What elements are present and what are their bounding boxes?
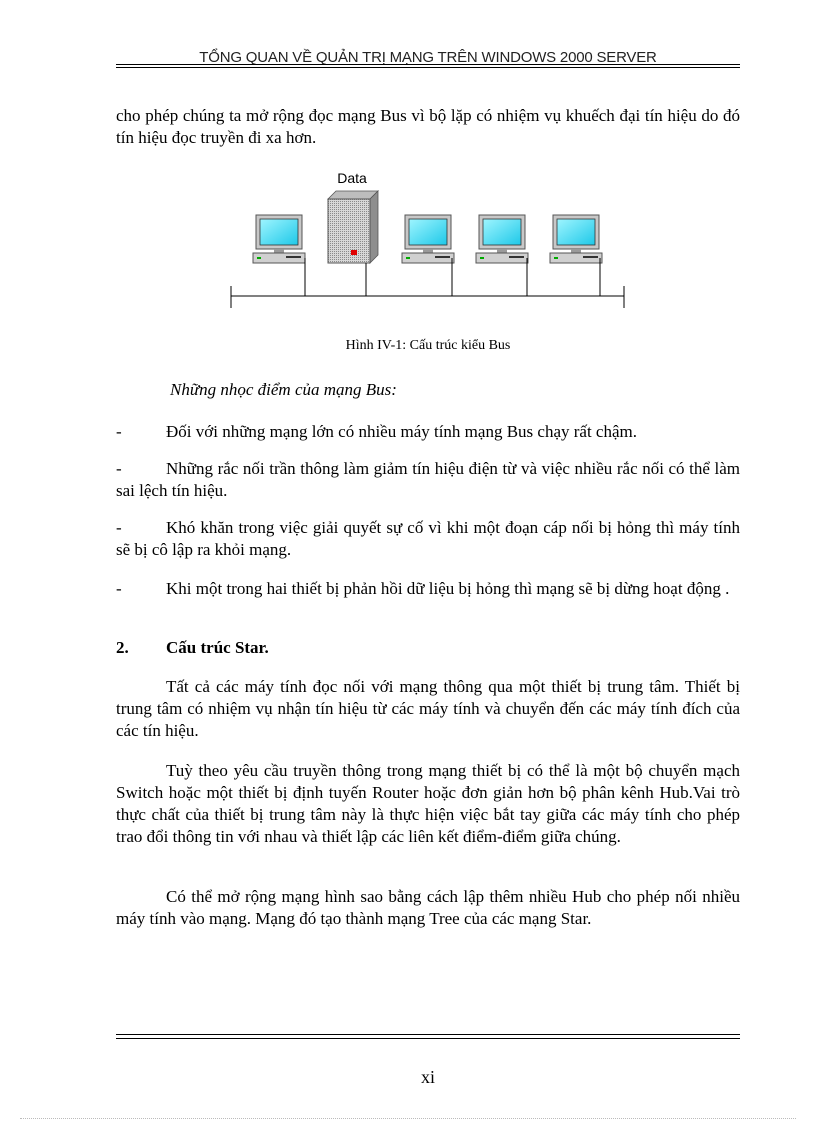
computer-2 bbox=[402, 215, 454, 263]
bus-topology-figure bbox=[0, 165, 816, 315]
server-label: Data bbox=[337, 170, 367, 186]
computer-1 bbox=[253, 215, 305, 263]
figure-caption: Hình IV-1: Cấu trúc kiểu Bus bbox=[345, 338, 511, 353]
bullet-dash: - bbox=[116, 459, 122, 478]
bullet-text: Những rắc nối trần thông làm giảm tín hiệu điện từ và việc nhiều rắc nối có thể làm sai lệch tín hiệu. bbox=[116, 459, 740, 500]
disadvantage-item-2 bbox=[116, 458, 740, 502]
page-number: xi bbox=[420, 1067, 435, 1087]
bus-cable bbox=[231, 286, 624, 308]
computer-3 bbox=[476, 215, 528, 263]
bullet-dash: - bbox=[116, 518, 122, 537]
page-edge bbox=[20, 1118, 796, 1119]
disadvantage-item-3 bbox=[116, 517, 740, 561]
bullet-dash: - bbox=[116, 579, 122, 598]
footer-rule-thin bbox=[116, 1038, 740, 1039]
bullet-text: Đối với những mạng lớn có nhiều máy tính mạng Bus chạy rất chậm. bbox=[166, 422, 637, 441]
page-header: TỔNG QUAN VỀ QUẢN TRỊ MẠNG TRÊN WINDOWS 2000 SERVER bbox=[199, 49, 657, 66]
server-tower bbox=[328, 191, 378, 263]
footer-rule bbox=[116, 1034, 740, 1035]
drop-cables bbox=[305, 258, 600, 296]
section-heading bbox=[116, 638, 269, 658]
section-number: 2. bbox=[116, 638, 129, 657]
bullet-text: Khó khăn trong việc giải quyết sự cố vì khi một đoạn cáp nối bị hỏng thì máy tính sẽ bị cô lập ra khỏi mạng. bbox=[116, 518, 740, 559]
bullet-text: Khi một trong hai thiết bị phản hồi dữ liệu bị hỏng thì mạng sẽ bị dừng hoạt động . bbox=[166, 579, 730, 598]
header-rule bbox=[116, 64, 740, 65]
section-paragraph-3: Có thể mở rộng mạng hình sao bằng cách lập thêm nhiều Hub cho phép nối nhiều máy tính vào mạng. Mạng đó tạo thành mạng Tree của các mạng Star. bbox=[116, 887, 740, 928]
disadvantage-item-4 bbox=[116, 578, 740, 600]
disadvantage-item-1 bbox=[116, 421, 740, 443]
bullet-dash: - bbox=[116, 422, 122, 441]
computer-4 bbox=[550, 215, 602, 263]
section-paragraph-1: Tất cả các máy tính đọc nối với mạng thông qua một thiết bị trung tâm. Thiết bị trung tâm có nhiệm vụ nhận tín hiệu từ các máy tính và chuyển đến các máy tính đích của các tín hiệu. bbox=[116, 677, 740, 740]
disadvantages-heading: Những nhọc điểm của mạng Bus: bbox=[170, 380, 397, 399]
section-paragraph-2: Tuỳ theo yêu cầu truyền thông trong mạng thiết bị có thể là một bộ chuyển mạch Switch hoặc một thiết bị định tuyến Router hoặc đơn giản hơn bộ phân kênh Hub.Vai trò thực chất của thiết bị trung tâm này là thực hiện việc bắt tay giữa các máy tính cho phép trao đổi thông tin với nhau và thiết lập các liên kết điểm-điểm giữa chúng. bbox=[116, 761, 740, 846]
intro-paragraph: cho phép chúng ta mở rộng đọc mạng Bus vì bộ lặp có nhiệm vụ khuếch đại tín hiệu do đó tín hiệu đọc truyền đi xa hơn. bbox=[116, 106, 740, 147]
section-title: Cấu trúc Star. bbox=[166, 638, 269, 657]
header-rule-thin bbox=[116, 67, 740, 68]
